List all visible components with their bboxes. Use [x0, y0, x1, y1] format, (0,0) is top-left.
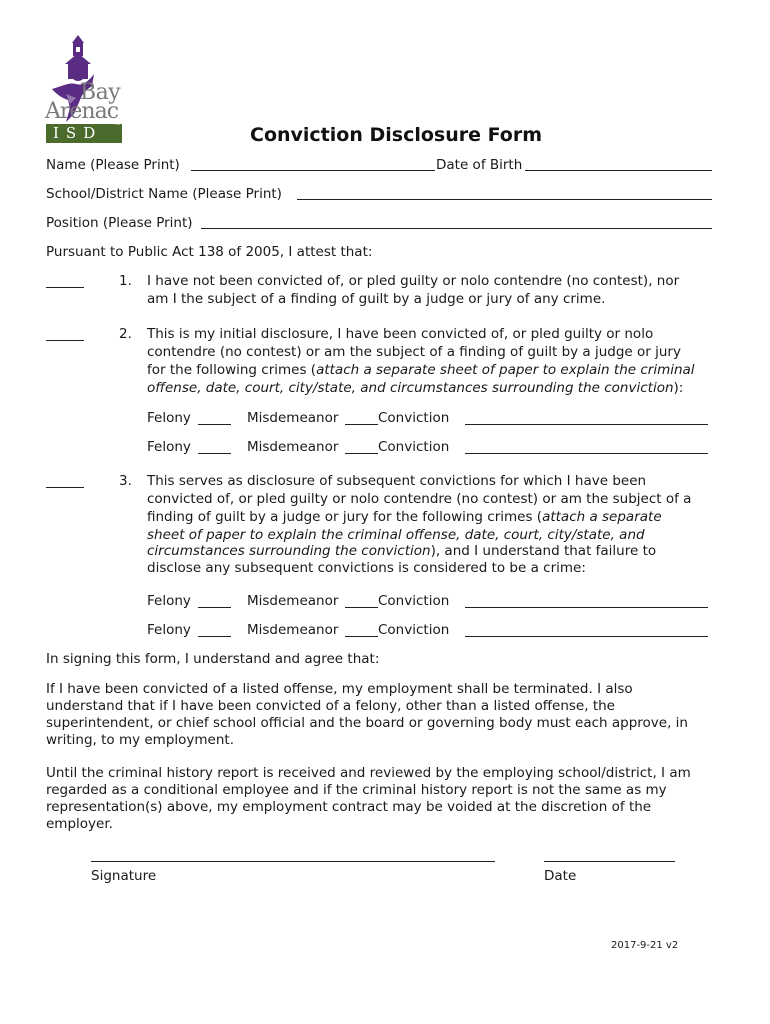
name-field[interactable] — [191, 170, 435, 171]
pursuant-statement: Pursuant to Public Act 138 of 2005, I attest that: — [46, 244, 373, 260]
conviction-field[interactable] — [465, 607, 708, 608]
misdemeanor-label: Misdemeanor — [247, 410, 339, 426]
felony-label: Felony — [147, 439, 191, 455]
conditional-paragraph-line: representation(s) above, my employment contract may be voided at the discretion of the — [46, 799, 652, 815]
item3-line — [147, 509, 662, 527]
conditional-paragraph-line: Until the criminal history report is received and reviewed by the employing school/district, I am — [46, 765, 691, 781]
date-field[interactable] — [544, 861, 675, 862]
item3-text: ), and I understand that failure to — [430, 543, 657, 559]
conviction-field[interactable] — [465, 636, 708, 637]
item3-text: finding of guilt by a judge or jury for the following crimes ( — [147, 509, 543, 525]
item1-number: 1. — [119, 273, 132, 289]
item3-line — [147, 527, 645, 545]
felony-label: Felony — [147, 410, 191, 426]
felony-label: Felony — [147, 593, 191, 609]
signature-label: Signature — [91, 868, 157, 884]
felony-field[interactable] — [198, 424, 231, 425]
agreement-paragraph-line: understand that if I have been convicted of a felony, other than a listed offense, the — [46, 698, 615, 714]
dob-label: Date of Birth — [436, 157, 523, 173]
felony-label: Felony — [147, 622, 191, 638]
form-title: Conviction Disclosure Form — [250, 124, 543, 146]
date-label: Date — [544, 868, 577, 884]
item3-italic-text: attach a separate — [542, 509, 662, 525]
item2-number: 2. — [119, 326, 132, 342]
position-label: Position (Please Print) — [46, 215, 193, 231]
dob-field[interactable] — [525, 170, 712, 171]
agreement-paragraph-line: If I have been convicted of a listed offense, my employment shall be terminated. I also — [46, 681, 633, 697]
conviction-field[interactable] — [465, 453, 708, 454]
felony-field[interactable] — [198, 607, 231, 608]
item2-text: ): — [673, 380, 684, 396]
signature-field[interactable] — [91, 861, 495, 862]
item3-italic-text: circumstances surrounding the conviction — [147, 543, 431, 559]
item1-initial-field[interactable] — [46, 287, 84, 288]
bay-arenac-isd-logo — [44, 34, 134, 146]
agreement-paragraph-line: writing, to my employment. — [46, 732, 234, 748]
misdemeanor-field[interactable] — [345, 453, 378, 454]
conviction-label: Conviction — [378, 593, 450, 609]
item2-italic-text: attach a separate sheet of paper to explain the criminal — [316, 362, 695, 378]
misdemeanor-field[interactable] — [345, 424, 378, 425]
misdemeanor-field[interactable] — [345, 636, 378, 637]
item3-line: This serves as disclosure of subsequent convictions for which I have been — [147, 473, 647, 489]
misdemeanor-label: Misdemeanor — [247, 593, 339, 609]
misdemeanor-field[interactable] — [345, 607, 378, 608]
conviction-field[interactable] — [465, 424, 708, 425]
name-label: Name (Please Print) — [46, 157, 180, 173]
agreement-paragraph-line: superintendent, or chief school official and the board or governing body must each approve, in — [46, 715, 688, 731]
conviction-label: Conviction — [378, 439, 450, 455]
felony-field[interactable] — [198, 453, 231, 454]
conditional-paragraph-line: employer. — [46, 816, 113, 832]
item3-initial-field[interactable] — [46, 487, 84, 488]
item3-number: 3. — [119, 473, 132, 489]
item3-italic-text: sheet of paper to explain the criminal offense, date, court, city/state, and — [147, 527, 645, 543]
item1-line: am I the subject of a finding of guilt by a judge or jury of any crime. — [147, 291, 606, 307]
logo-text-arenac: Arenac — [45, 99, 119, 124]
item2-text: for the following crimes ( — [147, 362, 317, 378]
conviction-label: Conviction — [378, 622, 450, 638]
item2-line — [147, 380, 683, 398]
version-footer: 2017-9-21 v2 — [611, 940, 679, 951]
item3-line: convicted of, or pled guilty or nolo contendre (no contest) or am the subject of a — [147, 491, 692, 507]
logo-text-isd: ISD — [53, 124, 103, 142]
conviction-label: Conviction — [378, 410, 450, 426]
item2-initial-field[interactable] — [46, 340, 84, 341]
misdemeanor-label: Misdemeanor — [247, 439, 339, 455]
signing-intro: In signing this form, I understand and agree that: — [46, 651, 380, 667]
school-label: School/District Name (Please Print) — [46, 186, 282, 202]
conditional-paragraph-line: regarded as a conditional employee and if the criminal history report is not the same as my — [46, 782, 667, 798]
item3-line: disclose any subsequent convictions is considered to be a crime: — [147, 560, 586, 576]
item2-line — [147, 362, 695, 380]
school-field[interactable] — [297, 199, 712, 200]
item2-line: This is my initial disclosure, I have been convicted of, or pled guilty or nolo — [147, 326, 654, 342]
logo-trademark: ™ — [114, 122, 121, 130]
item2-italic-text: offense, date, court, city/state, and circumstances surrounding the conviction — [147, 380, 674, 396]
item1-line: I have not been convicted of, or pled guilty or nolo contendre (no contest), nor — [147, 273, 680, 289]
item2-line: contendre (no contest) or am the subject of a finding of guilt by a judge or jury — [147, 344, 681, 360]
misdemeanor-label: Misdemeanor — [247, 622, 339, 638]
felony-field[interactable] — [198, 636, 231, 637]
position-field[interactable] — [201, 228, 712, 229]
item3-line — [147, 543, 656, 561]
logo-text-bay: Bay — [80, 80, 121, 105]
